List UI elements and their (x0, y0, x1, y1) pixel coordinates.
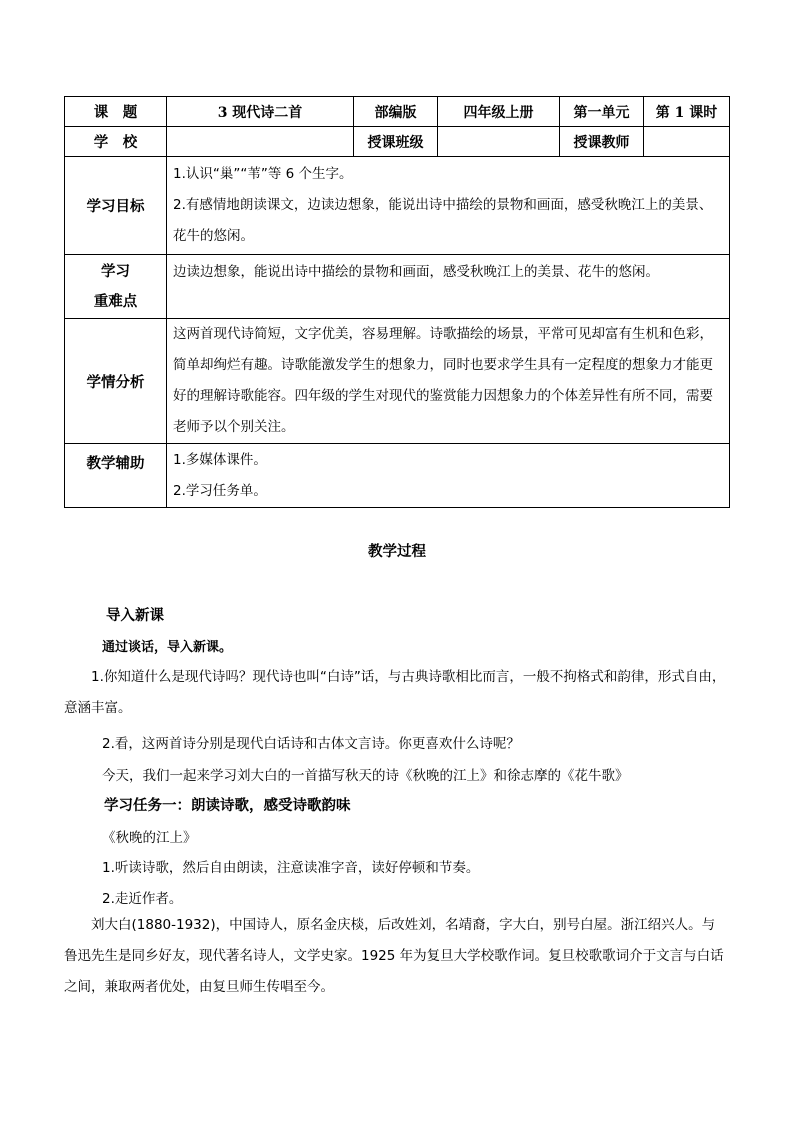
objectives-content (167, 157, 730, 255)
class-value (438, 127, 560, 157)
period-cell: 第 1 课时 (644, 97, 730, 127)
task1-heading: 学习任务一：朗读诗歌，感受诗歌韵味 (104, 797, 351, 814)
objective-item: 1.认识“巢”“苇”等 6 个生字。 (173, 166, 353, 182)
table-row (65, 319, 730, 444)
process-title: 教学过程 (368, 543, 426, 560)
intro-paragraph-2: 2.看，这两首诗分别是现代白话诗和古体文言诗。你更喜欢什么诗呢？ (102, 736, 520, 752)
difficulty-label-line2: 重难点 (93, 292, 138, 310)
objective-item: 2.有感情地朗读课文，边读边想象，能说出诗中描绘的景物和画面，感受秋晚江上的美景、花牛的悠闲。 (173, 197, 713, 244)
edition-cell: 部编版 (354, 97, 438, 127)
unit-cell: 第一单元 (560, 97, 644, 127)
difficulty-content (167, 255, 730, 319)
analysis-label: 学情分析 (65, 319, 167, 444)
school-value (167, 127, 354, 157)
aid-item: 2.学习任务单。 (173, 482, 267, 499)
analysis-content (167, 319, 730, 444)
poem-title: 《秋晚的江上》 (102, 830, 197, 846)
lesson-info-table (64, 96, 730, 508)
table-row (65, 444, 730, 508)
analysis-text: 这两首现代诗简短，文字优美，容易理解。诗歌描绘的场景，平常可见却富有生机和色彩，简单却绚烂有趣。诗歌能激发学生的想象力，同时也要求学生具有一定程度的想象力才能更好的理解诗歌能容。四年级的学生对现代的鉴赏能力因想象力的个体差异性有所不同，需要老师予以个别关注。 (173, 326, 713, 435)
table-row (65, 97, 730, 127)
step-1: 1.听读诗歌，然后自由朗读，注意读准字音，读好停顿和节奏。 (102, 860, 480, 876)
table-row (65, 157, 730, 255)
table-row (65, 127, 730, 157)
difficulty-label-line1: 学习 (101, 262, 130, 280)
aid-item: 1.多媒体课件。 (173, 451, 267, 468)
grade-cell: 四年级上册 (438, 97, 560, 127)
intro-paragraph-1: 1.你知道什么是现代诗吗？现代诗也叫“白诗”话，与古典诗歌相比而言，一般不拘格式和韵律，形式自由，意涵丰富。 (64, 669, 726, 716)
intro-paragraph-3: 今天，我们一起来学习刘大白的一首描写秋天的诗《秋晚的江上》和徐志摩的《花牛歌》 (102, 768, 629, 784)
aids-content (167, 444, 730, 508)
topic-label: 课 题 (65, 97, 167, 127)
aids-label: 教学辅助 (65, 444, 167, 508)
author-paragraph: 刘大白(1880-1932)，中国诗人，原名金庆棪，后改姓刘，名靖裔，字大白，别号白屋。浙江绍兴人。与鲁迅先生是同乡好友，现代著名诗人，文学史家。1925 年为复旦大学校歌作词。复旦校歌歌词介于文言与白话之间，兼取两者优处，由复旦师生传唱至今。 (64, 917, 724, 995)
topic-value: 3 现代诗二首 (167, 97, 354, 127)
intro-subheading: 通过谈话，导入新课。 (102, 640, 233, 655)
school-label: 学 校 (65, 127, 167, 157)
objectives-label: 学习目标 (65, 157, 167, 255)
step-2: 2.走近作者。 (102, 891, 183, 907)
teacher-label: 授课教师 (560, 127, 644, 157)
class-label: 授课班级 (354, 127, 438, 157)
teacher-value (644, 127, 730, 157)
difficulty-text: 边读边想象，能说出诗中描绘的景物和画面，感受秋晚江上的美景、花牛的悠闲。 (173, 264, 659, 280)
difficulty-label (65, 255, 167, 319)
intro-heading: 导入新课 (106, 607, 164, 624)
table-row (65, 255, 730, 319)
